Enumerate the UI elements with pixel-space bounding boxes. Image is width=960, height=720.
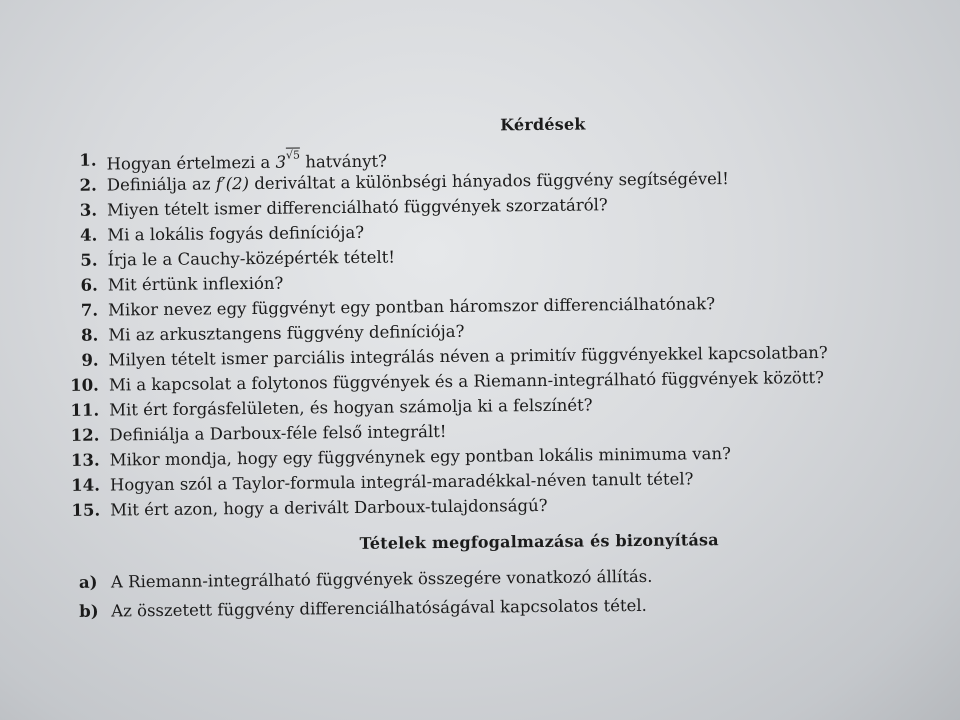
question-text: Mikor mondja, hogy egy függvénynek egy pontban lokális minimuma van? [109, 443, 731, 470]
question-text: Mikor nevez egy függvényt egy pontban háromszor differenciálhatónak? [107, 294, 716, 320]
question-text: Írja le a Cauchy-középérték tételt! [107, 247, 396, 270]
questions-heading: Kérdések [500, 114, 586, 135]
question-number: 6. [80, 275, 98, 295]
question-number: 13. [70, 450, 100, 470]
question-text: Miyen tételt ismer differenciálható függvények szorzatáról? [106, 195, 608, 220]
question-number: 3. [79, 200, 98, 220]
question-text: Hogyan értelmezi a $3^{√5}$ hatványt? [106, 148, 388, 174]
question-text: Definiálja a Darboux-féle felső integrált! [109, 421, 447, 445]
question-text: Mi a lokális fogyás definíciója? [107, 222, 365, 245]
theorem-label: a) [78, 572, 98, 592]
question-text: Milyen tételt ismer parciális integrálás néven a primitív függvényekkel kapcsolatban? [108, 342, 828, 370]
question-text: Mi a kapcsolat a folytonos függvények és a Riemann-integrálható függvények között? [108, 368, 824, 395]
question-number: 9. [81, 350, 99, 370]
question-number: 14. [71, 475, 101, 495]
question-number: 7. [80, 300, 99, 320]
theorem-text: A Riemann-integrálható függvények összegére vonatkozó állítás. [110, 566, 653, 592]
question-text: Mi az arkusztangens függvény definíciója? [108, 321, 465, 345]
question-number: 15. [71, 500, 101, 520]
question-number: 12. [70, 425, 100, 445]
theorem-text: Az összetett függvény differenciálhatóságával kapcsolatos tétel. [111, 595, 647, 621]
question-number: 4. [79, 225, 98, 245]
math-expression: $3^{√5}$ [275, 148, 301, 172]
question-text: Mit ért forgásfelületen, és hogyan számolja ki a felszínét? [109, 395, 593, 420]
theorem-label: b) [79, 601, 99, 621]
question-text: Hogyan szól a Taylor-formula integrál-maradékkal-néven tanult tétel? [109, 469, 694, 495]
math-expression: f′(2) [215, 174, 250, 194]
question-text: Mit ért azon, hogy a derivált Darboux-tulajdonságú? [110, 495, 548, 520]
question-number: 8. [81, 325, 99, 345]
question-text: Definiálja az f′(2) deriváltat a különbségi hányados függvény segítségével! [106, 169, 729, 195]
question-number: 2. [79, 175, 97, 195]
question-number: 11. [70, 400, 100, 420]
question-number: 10. [70, 375, 99, 395]
question-number: 1. [79, 150, 97, 170]
question-text: Mit értünk inflexión? [107, 273, 284, 295]
question-number: 5. [80, 250, 98, 270]
theorems-heading: Tételek megfogalmazása és bizonyítása [359, 530, 719, 553]
document-body [60, 101, 920, 621]
